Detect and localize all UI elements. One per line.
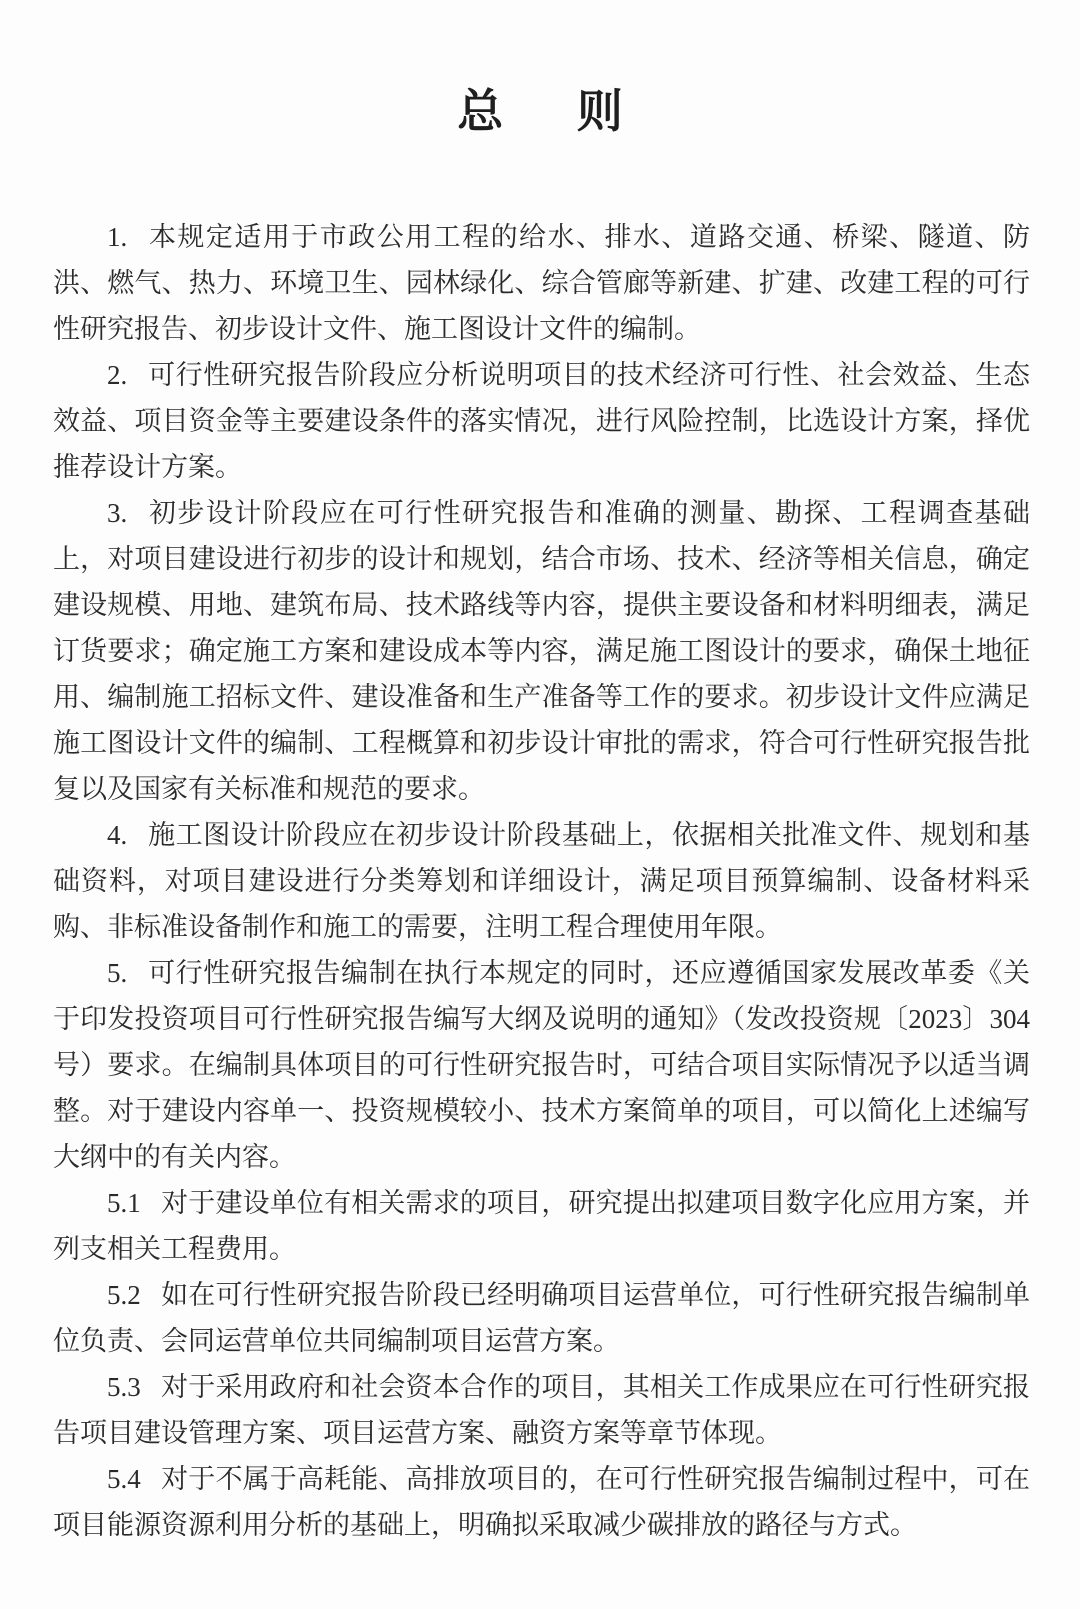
paragraph-5-number: 5.	[107, 958, 128, 988]
paragraph-2-text: 可行性研究报告阶段应分析说明项目的技术经济可行性、社会效益、生态效益、项目资金等主要建设条件的落实情况，进行风险控制，比选设计方案，择优推荐设计方案。	[53, 360, 1030, 482]
paragraph-5-2	[53, 1272, 1030, 1364]
paragraph-5-4-text: 对于不属于高耗能、高排放项目的，在可行性研究报告编制过程中，可在项目能源资源利用分析的基础上，明确拟采取减少碳排放的路径与方式。	[53, 1464, 1030, 1540]
paragraph-5-2-text: 如在可行性研究报告阶段已经明确项目运营单位，可行性研究报告编制单位负责、会同运营单位共同编制项目运营方案。	[53, 1280, 1030, 1356]
paragraph-5-1-text: 对于建设单位有相关需求的项目，研究提出拟建项目数字化应用方案，并列支相关工程费用。	[53, 1188, 1030, 1264]
paragraph-1-text: 本规定适用于市政公用工程的给水、排水、道路交通、桥梁、隧道、防洪、燃气、热力、环境卫生、园林绿化、综合管廊等新建、扩建、改建工程的可行性研究报告、初步设计文件、施工图设计文件的编制。	[53, 222, 1030, 344]
document-body	[53, 214, 1030, 1548]
paragraph-3-number: 3.	[107, 498, 128, 528]
paragraph-4	[53, 812, 1030, 950]
paragraph-4-number: 4.	[107, 820, 128, 850]
paragraph-2-number: 2.	[107, 360, 128, 390]
paragraph-1-number: 1.	[107, 222, 128, 252]
paragraph-3-text: 初步设计阶段应在可行性研究报告和准确的测量、勘探、工程调查基础上，对项目建设进行初步的设计和规划，结合市场、技术、经济等相关信息，确定建设规模、用地、建筑布局、技术路线等内容，提供主要设备和材料明细表，满足订货要求；确定施工方案和建设成本等内容，满足施工图设计的要求，确保土地征用、编制施工招标文件、建设准备和生产准备等工作的要求。初步设计文件应满足施工图设计文件的编制、工程概算和初步设计审批的需求，符合可行性研究报告批复以及国家有关标准和规范的要求。	[53, 498, 1030, 804]
paragraph-1	[53, 214, 1030, 352]
paragraph-5-3-text: 对于采用政府和社会资本合作的项目，其相关工作成果应在可行性研究报告项目建设管理方案、项目运营方案、融资方案等章节体现。	[53, 1372, 1030, 1448]
paragraph-2	[53, 352, 1030, 490]
paragraph-4-text: 施工图设计阶段应在初步设计阶段基础上，依据相关批准文件、规划和基础资料，对项目建设进行分类筹划和详细设计，满足项目预算编制、设备材料采购、非标准设备制作和施工的需要，注明工程合理使用年限。	[53, 820, 1030, 942]
paragraph-5-1-number: 5.1	[107, 1188, 141, 1218]
paragraph-3	[53, 490, 1030, 812]
paragraph-5-3	[53, 1364, 1030, 1456]
paragraph-5-1	[53, 1180, 1030, 1272]
page-title: 总则	[457, 86, 697, 137]
paragraph-5-3-number: 5.3	[107, 1372, 141, 1402]
paragraph-5-4	[53, 1456, 1030, 1548]
paragraph-5	[53, 950, 1030, 1180]
paragraph-5-text: 可行性研究报告编制在执行本规定的同时，还应遵循国家发展改革委《关于印发投资项目可行性研究报告编写大纲及说明的通知》（发改投资规〔2023〕304 号）要求。在编制具体项目的可行性研究报告时，可结合项目实际情况予以适当调整。对于建设内容单一、投资规模较小、技术方案简单的项目，可以简化上述编写大纲中的有关内容。	[53, 958, 1030, 1172]
paragraph-5-4-number: 5.4	[107, 1464, 141, 1494]
paragraph-5-2-number: 5.2	[107, 1280, 141, 1310]
